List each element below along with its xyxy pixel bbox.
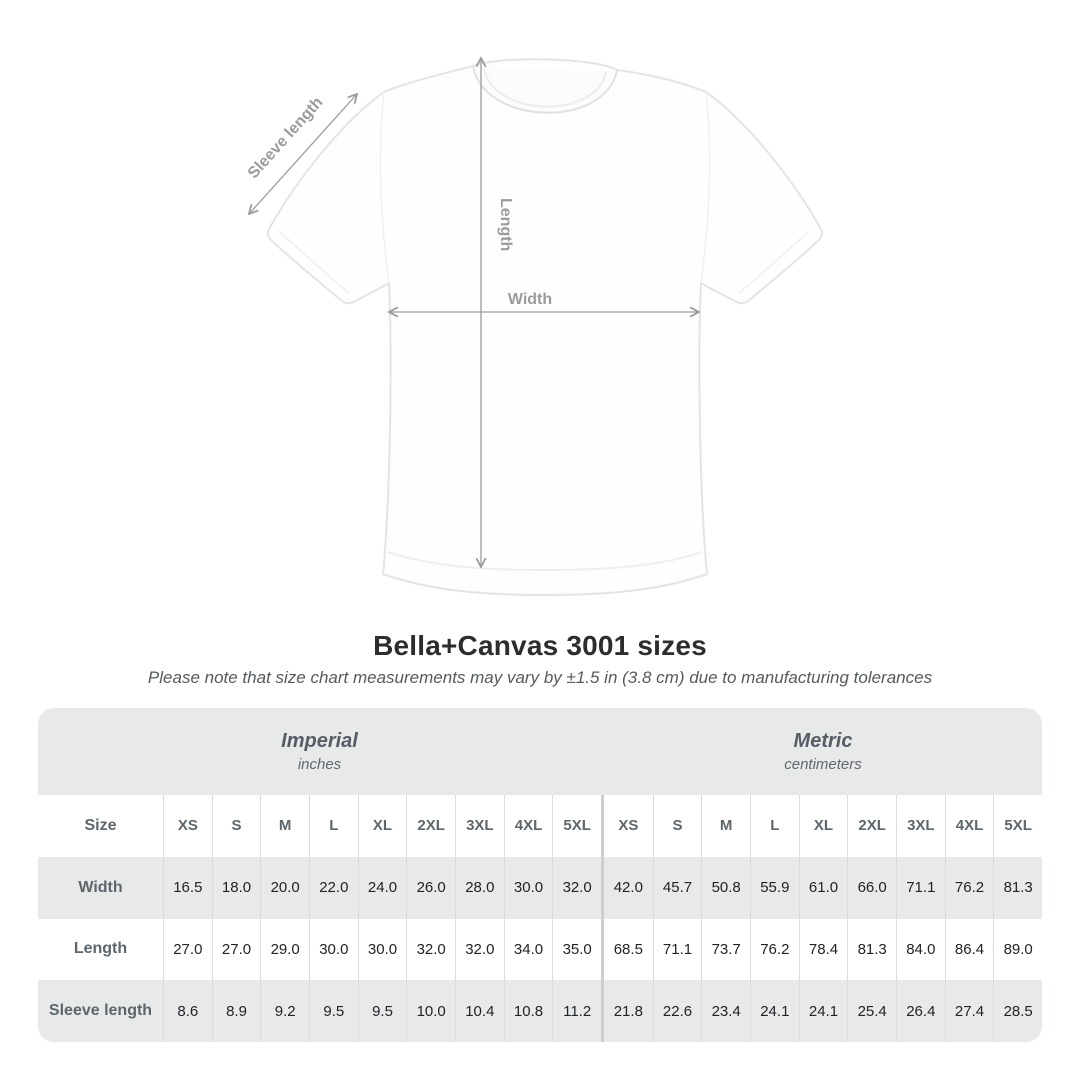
value-cell: 10.8 (504, 980, 553, 1042)
size-col-header: XL (358, 795, 407, 857)
value-cell: 86.4 (945, 919, 994, 981)
size-col-header: 4XL (504, 795, 553, 857)
page-subtitle: Please note that size chart measurements may vary by ±1.5 in (3.8 cm) due to manufacturing tolerances (147, 668, 933, 687)
table-rows (38, 795, 1042, 1042)
units-header-band (38, 708, 1042, 795)
value-cell: 66.0 (847, 857, 896, 919)
size-col-header: M (701, 795, 750, 857)
size-col-header: 3XL (896, 795, 945, 857)
imperial-section-header (38, 708, 601, 795)
value-cell: 73.7 (701, 919, 750, 981)
value-cell: 84.0 (896, 919, 945, 981)
size-col-header: XS (618, 817, 639, 835)
value-cell: 76.2 (945, 857, 994, 919)
value-cell: 20.0 (260, 857, 309, 919)
value-cell: 28.5 (993, 980, 1042, 1042)
table-row (38, 919, 1042, 981)
size-table (38, 708, 1042, 1042)
page-title: Bella+Canvas 3001 sizes (373, 630, 707, 661)
row-label: Sleeve length (48, 1002, 153, 1020)
size-col-header: M (260, 795, 309, 857)
row-label: Length (73, 940, 128, 958)
metric-section-header (604, 708, 1042, 795)
size-col-header: XL (799, 795, 848, 857)
value-cell: 9.5 (309, 980, 358, 1042)
value-cell: 30.0 (358, 919, 407, 981)
table-row (38, 857, 1042, 919)
metric-title: Metric (793, 730, 853, 752)
value-cell: 71.1 (896, 857, 945, 919)
value-cell: 30.0 (309, 919, 358, 981)
row-label: Width (78, 878, 123, 896)
value-cell: 25.4 (847, 980, 896, 1042)
size-col-header: 2XL (847, 795, 896, 857)
size-col-header: 3XL (455, 795, 504, 857)
value-cell: 29.0 (260, 919, 309, 981)
value-cell: 26.4 (896, 980, 945, 1042)
value-cell: 8.6 (163, 980, 212, 1042)
imperial-unit: inches (297, 756, 342, 773)
size-col-header: XS (163, 795, 212, 857)
value-cell: 42.0 (613, 879, 643, 897)
length-label: Length (497, 198, 514, 252)
value-cell: 11.2 (552, 980, 601, 1042)
value-cell: 23.4 (701, 980, 750, 1042)
value-cell: 10.0 (406, 980, 455, 1042)
imperial-title: Imperial (281, 730, 358, 752)
value-cell: 81.3 (993, 857, 1042, 919)
value-cell: 81.3 (847, 919, 896, 981)
size-col-header: S (212, 795, 261, 857)
table-row (38, 980, 1042, 1042)
metric-unit: centimeters (784, 756, 862, 773)
size-col-header: 5XL (552, 795, 601, 857)
size-col-header: S (653, 795, 702, 857)
value-cell: 78.4 (799, 919, 848, 981)
value-cell: 28.0 (455, 857, 504, 919)
width-label: Width (507, 291, 553, 308)
size-row-header: Size (84, 816, 117, 834)
size-col-header: 2XL (406, 795, 455, 857)
value-cell: 34.0 (504, 919, 553, 981)
value-cell: 24.0 (358, 857, 407, 919)
value-cell: 16.5 (163, 857, 212, 919)
value-cell: 26.0 (406, 857, 455, 919)
value-cell: 21.8 (613, 1002, 643, 1020)
value-cell: 27.0 (163, 919, 212, 981)
value-cell: 76.2 (750, 919, 799, 981)
value-cell: 50.8 (701, 857, 750, 919)
value-cell: 61.0 (799, 857, 848, 919)
value-cell: 27.4 (945, 980, 994, 1042)
value-cell: 9.5 (358, 980, 407, 1042)
size-col-header: L (309, 795, 358, 857)
size-col-header: L (750, 795, 799, 857)
size-col-header: 5XL (993, 795, 1042, 857)
size-col-header: 4XL (945, 795, 994, 857)
value-cell: 18.0 (212, 857, 261, 919)
value-cell: 22.6 (653, 980, 702, 1042)
sleeve-length-label: Sleeve length (244, 93, 327, 183)
value-cell: 24.1 (799, 980, 848, 1042)
value-cell: 32.0 (455, 919, 504, 981)
tshirt-body (268, 59, 822, 595)
value-cell: 45.7 (653, 857, 702, 919)
value-cell: 89.0 (993, 919, 1042, 981)
value-cell: 10.4 (455, 980, 504, 1042)
value-cell: 22.0 (309, 857, 358, 919)
value-cell: 32.0 (552, 857, 601, 919)
value-cell: 24.1 (750, 980, 799, 1042)
value-cell: 8.9 (212, 980, 261, 1042)
value-cell: 71.1 (653, 919, 702, 981)
value-cell: 32.0 (406, 919, 455, 981)
value-cell: 30.0 (504, 857, 553, 919)
value-cell: 9.2 (260, 980, 309, 1042)
size-header-row (38, 795, 1042, 857)
value-cell: 27.0 (212, 919, 261, 981)
value-cell: 68.5 (613, 940, 643, 958)
value-cell: 35.0 (552, 919, 601, 981)
value-cell: 55.9 (750, 857, 799, 919)
